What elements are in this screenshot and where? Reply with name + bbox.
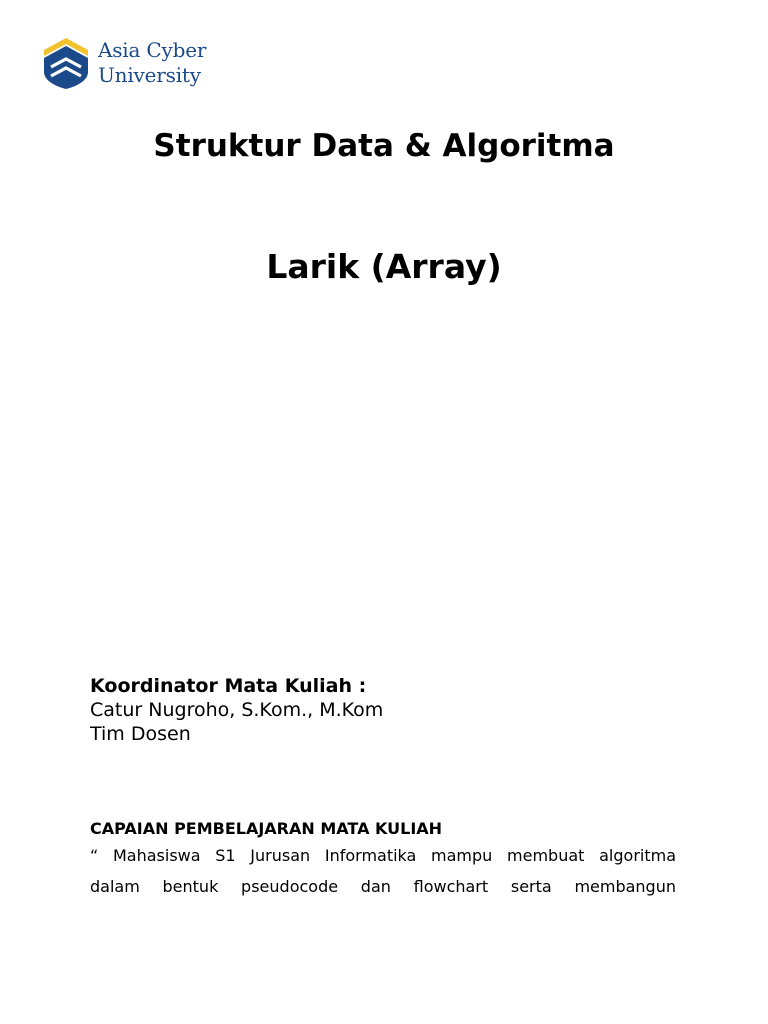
learning-outcomes-heading: CAPAIAN PEMBELAJARAN MATA KULIAH [90, 819, 443, 838]
learning-outcomes-line-2: dalam bentuk pseudocode dan flowchart serta membangun [90, 877, 676, 896]
coordinator-label: Koordinator Mata Kuliah : [90, 675, 367, 697]
logo-line-2: University [98, 63, 201, 87]
topic-title: Larik (Array) [266, 247, 502, 286]
university-emblem-icon [42, 36, 90, 90]
university-logo [42, 36, 206, 90]
coordinator-section [90, 674, 680, 746]
coordinator-team: Tim Dosen [90, 723, 191, 745]
learning-outcomes-section [90, 818, 676, 902]
logo-line-1: Asia Cyber [98, 38, 207, 62]
learning-outcomes-line-1: “ Mahasiswa S1 Jurusan Informatika mampu membuat algoritma [90, 846, 676, 865]
coordinator-name: Catur Nugroho, S.Kom., M.Kom [90, 699, 384, 721]
logo-wordmark [98, 38, 206, 88]
course-title: Struktur Data & Algoritma [153, 128, 615, 164]
